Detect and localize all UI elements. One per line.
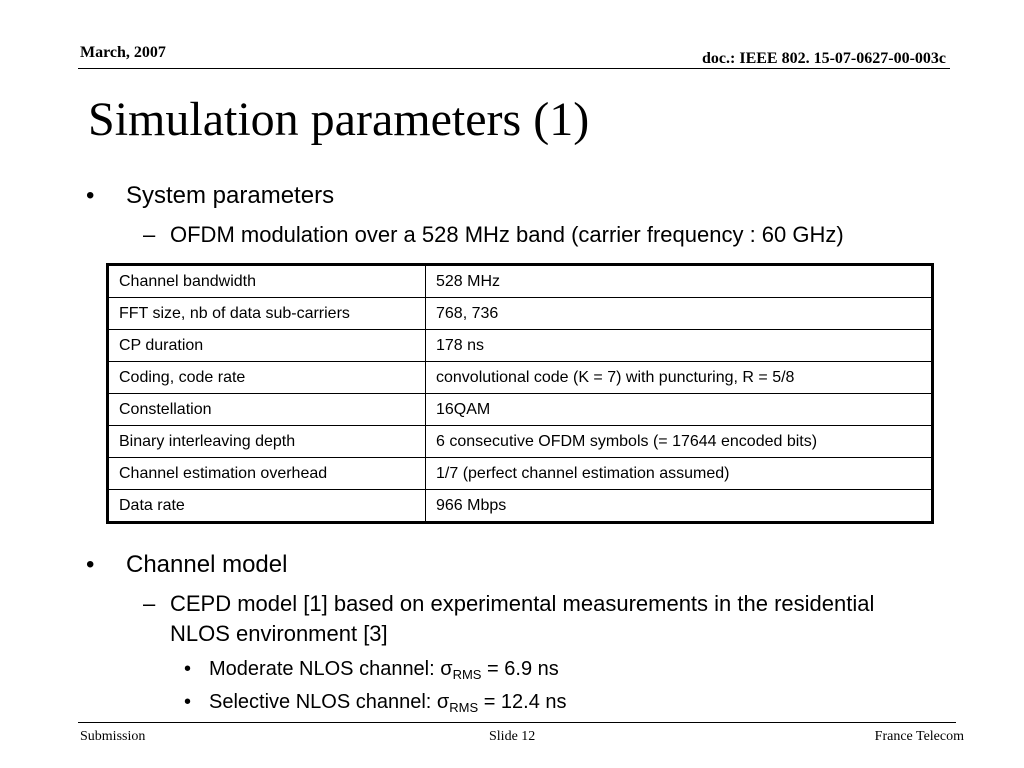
bullet-marker: • [86, 551, 95, 578]
param-name: CP duration [108, 330, 426, 362]
param-value: 16QAM [426, 394, 933, 426]
param-value: convolutional code (K = 7) with puncturing, R = 5/8 [426, 362, 933, 394]
param-value: 966 Mbps [426, 490, 933, 523]
sub-bullet-ofdm [143, 220, 963, 250]
table-row [108, 330, 933, 362]
header-date: March, 2007 [80, 44, 166, 61]
param-value: 6 consecutive OFDM symbols (= 17644 encoded bits) [426, 426, 933, 458]
param-name: Data rate [108, 490, 426, 523]
param-name: FFT size, nb of data sub-carriers [108, 298, 426, 330]
bullet-marker: • [184, 691, 192, 713]
param-name: Coding, code rate [108, 362, 426, 394]
table-row [108, 426, 933, 458]
footer-organization: France Telecom [874, 729, 964, 744]
header-doc-id: doc.: IEEE 802. 15-07-0627-00-003c [702, 50, 946, 67]
dash-marker: – [143, 222, 156, 247]
slide-title: Simulation parameters (1) [88, 93, 590, 146]
bullet-text: Channel model [126, 551, 288, 578]
table-row [108, 265, 933, 298]
bullet-text: System parameters [126, 182, 335, 209]
table-row [108, 490, 933, 523]
sigma-subscript: RMS [452, 667, 482, 682]
item-selective-nlos [184, 690, 567, 714]
bullet-marker: • [86, 182, 95, 209]
table-row [108, 298, 933, 330]
footer-submission: Submission [80, 729, 146, 744]
item-value: = 12.4 ns [478, 691, 567, 713]
param-value: 1/7 (perfect channel estimation assumed) [426, 458, 933, 490]
sub-bullet-cepd [143, 589, 903, 649]
sigma-subscript: RMS [449, 700, 479, 715]
param-value: 528 MHz [426, 265, 933, 298]
bullet-channel-model [86, 550, 287, 580]
item-moderate-nlos [184, 657, 559, 681]
param-name: Binary interleaving depth [108, 426, 426, 458]
dash-marker: – [143, 591, 156, 616]
header-divider [78, 68, 950, 69]
table-row [108, 394, 933, 426]
table-row [108, 458, 933, 490]
param-value: 178 ns [426, 330, 933, 362]
footer-divider [78, 722, 956, 723]
param-value: 768, 736 [426, 298, 933, 330]
parameters-table [106, 263, 934, 524]
footer-slide-number: Slide 12 [489, 729, 536, 744]
param-name: Channel bandwidth [108, 265, 426, 298]
sub-bullet-text: CEPD model [1] based on experimental measurements in the residential NLOS environment [3] [170, 591, 875, 646]
sub-bullet-text: OFDM modulation over a 528 MHz band (carrier frequency : 60 GHz) [170, 222, 844, 247]
item-value: = 6.9 ns [481, 658, 559, 680]
param-name: Constellation [108, 394, 426, 426]
param-name: Channel estimation overhead [108, 458, 426, 490]
bullet-marker: • [184, 658, 192, 680]
item-prefix: Selective NLOS channel: σ [209, 691, 450, 713]
item-prefix: Moderate NLOS channel: σ [209, 658, 453, 680]
bullet-system-parameters [86, 181, 334, 211]
table-row [108, 362, 933, 394]
